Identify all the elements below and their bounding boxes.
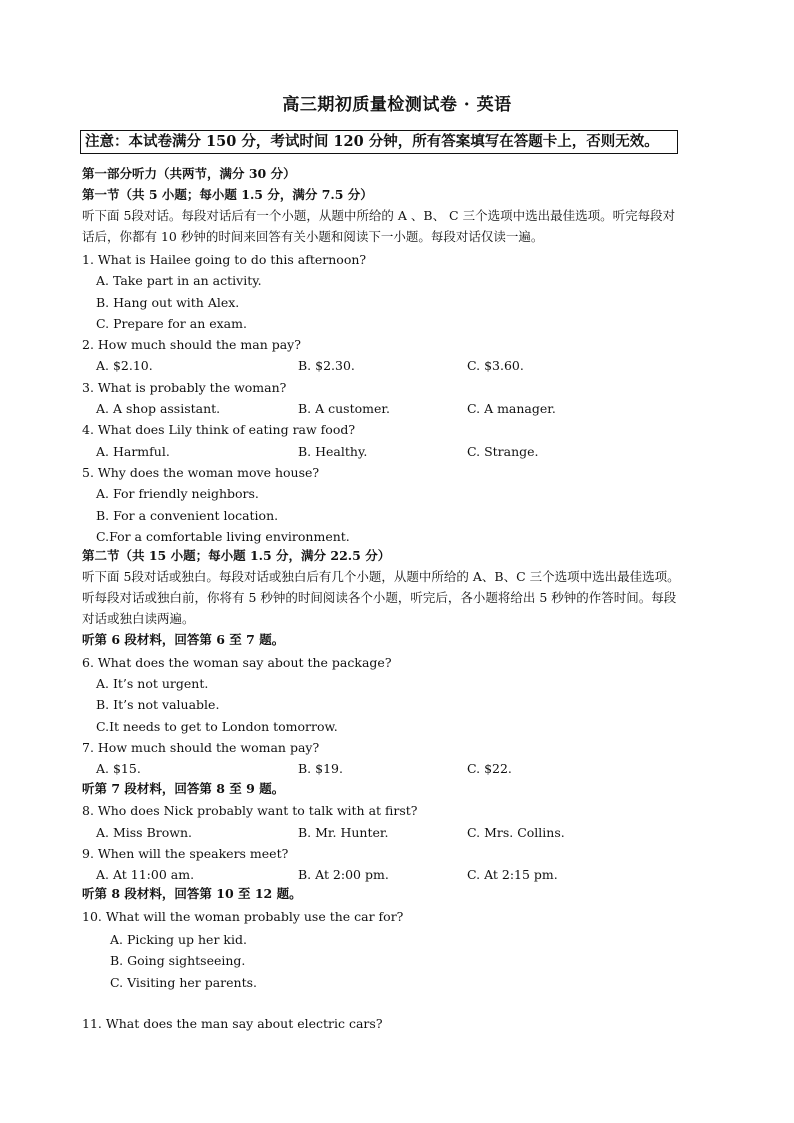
q9-option-c: C. At 2:15 pm. xyxy=(467,867,558,882)
q4-option-a: A. Harmful. xyxy=(96,444,170,459)
q8-option-b: B. Mr. Hunter. xyxy=(298,825,389,840)
q7-option-c: C. $22. xyxy=(467,761,512,776)
q6-option-c: C.It needs to get to London tomorrow. xyxy=(96,719,338,734)
q7-option-b: B. $19. xyxy=(298,761,343,776)
question-10: 10. What will the woman probably use the car for? xyxy=(82,909,404,924)
q3-option-b: B. A customer. xyxy=(298,401,390,416)
q3-option-a: A. A shop assistant. xyxy=(96,401,221,416)
q10-option-c: C. Visiting her parents. xyxy=(110,975,258,990)
question-1: 1. What is Hailee going to do this afternoon? xyxy=(82,252,367,267)
q6-option-a: A. It’s not urgent. xyxy=(96,676,209,691)
material-8-heading: 听第 8 段材料，回答第 10 至 12 题。 xyxy=(82,886,302,901)
q2-option-a: A. $2.10. xyxy=(96,358,153,373)
section2-heading: 第二节（共 15 小题；每小题 1.5 分，满分 22.5 分） xyxy=(82,548,391,563)
part1-heading: 第一部分听力（共两节，满分 30 分） xyxy=(82,166,296,181)
q1-option-a: A. Take part in an activity. xyxy=(96,273,262,288)
q9-option-a: A. At 11:00 am. xyxy=(96,867,195,882)
question-6: 6. What does the woman say about the package? xyxy=(82,655,392,670)
q2-option-b: B. $2.30. xyxy=(298,358,355,373)
q2-option-c: C. $3.60. xyxy=(467,358,524,373)
section2-instructions: 听下面 5段对话或独白。每段对话或独白后有几个小题，从题中所给的 A、B、C 三个选项中选出最佳选项。听每段对话或独白前，你将有 5 秒钟的时间阅读各个小题，听完后，各小题将给出 5 秒钟的作答时间。每段对话或独白读两遍。 xyxy=(82,569,680,626)
material-6-heading: 听第 6 段材料，回答第 6 至 7 题。 xyxy=(82,632,285,647)
question-3: 3. What is probably the woman? xyxy=(82,380,287,395)
q4-option-c: C. Strange. xyxy=(467,444,539,459)
q9-option-b: B. At 2:00 pm. xyxy=(298,867,389,882)
q10-option-b: B. Going sightseeing. xyxy=(110,953,246,968)
q4-option-b: B. Healthy. xyxy=(298,444,368,459)
q8-option-c: C. Mrs. Collins. xyxy=(467,825,565,840)
question-11: 11. What does the man say about electric cars? xyxy=(82,1016,383,1031)
question-9: 9. When will the speakers meet? xyxy=(82,846,289,861)
q10-option-a: A. Picking up her kid. xyxy=(110,932,247,947)
q5-option-c: C.For a comfortable living environment. xyxy=(96,529,350,544)
question-7: 7. How much should the woman pay? xyxy=(82,740,320,755)
q8-option-a: A. Miss Brown. xyxy=(96,825,192,840)
material-7-heading: 听第 7 段材料，回答第 8 至 9 题。 xyxy=(82,781,285,796)
page-title: 高三期初质量检测试卷 · 英语 xyxy=(282,95,512,115)
question-8: 8. Who does Nick probably want to talk with at first? xyxy=(82,803,418,818)
notice-box: 注意：本试卷满分 150 分，考试时间 120 分钟，所有答案填写在答题卡上，否则无效。 xyxy=(80,130,678,154)
question-4: 4. What does Lily think of eating raw food? xyxy=(82,422,356,437)
q5-option-b: B. For a convenient location. xyxy=(96,508,279,523)
q1-option-b: B. Hang out with Alex. xyxy=(96,295,240,310)
section1-heading: 第一节（共 5 小题；每小题 1.5 分，满分 7.5 分） xyxy=(82,187,373,202)
q6-option-b: B. It’s not valuable. xyxy=(96,697,220,712)
q1-option-c: C. Prepare for an exam. xyxy=(96,316,247,331)
q5-option-a: A. For friendly neighbors. xyxy=(96,486,259,501)
section1-instructions: 听下面 5段对话。每段对话后有一个小题，从题中所给的 A 、B、 C 三个选项中选出最佳选项。听完每段对话后，你都有 10 秒钟的时间来回答有关小题和阅读下一小题。每段对话仅读一遍。 xyxy=(82,208,676,244)
question-5: 5. Why does the woman move house? xyxy=(82,465,320,480)
q7-option-a: A. $15. xyxy=(96,761,141,776)
question-2: 2. How much should the man pay? xyxy=(82,337,301,352)
q3-option-c: C. A manager. xyxy=(467,401,556,416)
